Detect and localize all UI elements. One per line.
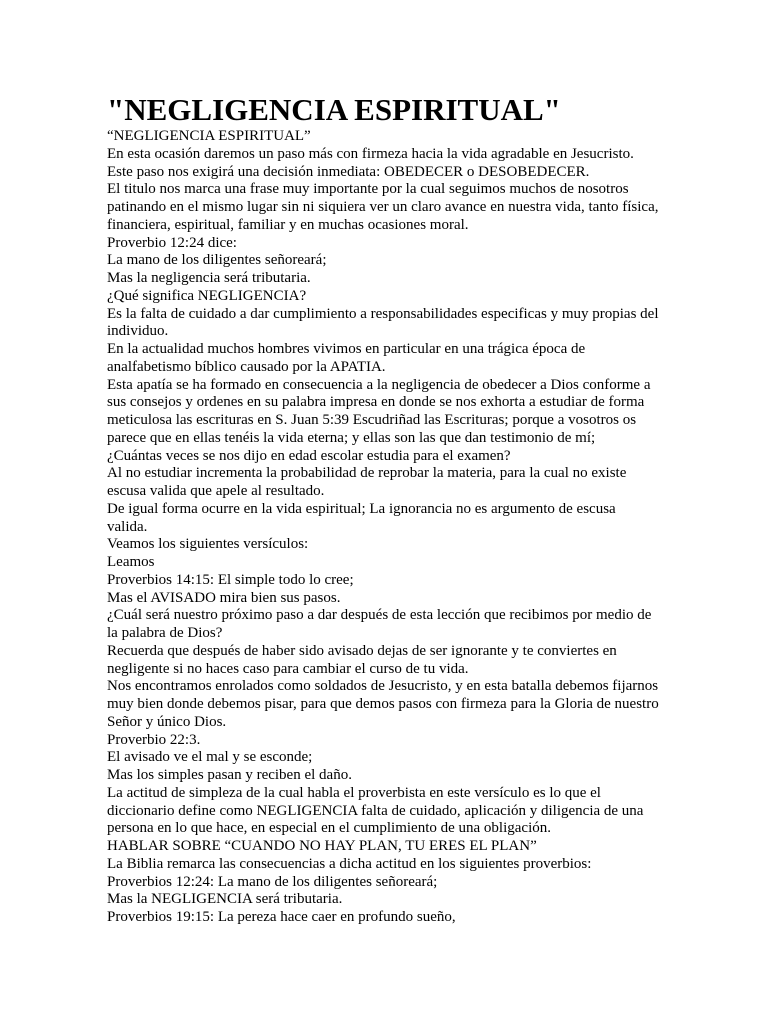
text-line: Veamos los siguientes versículos:	[107, 536, 309, 553]
text-line: ¿Cuál será nuestro próximo paso a dar después de esta lección que recibimos por medio de	[107, 607, 652, 624]
text-line: ¿Qué significa NEGLIGENCIA?	[107, 287, 307, 304]
text-line: meticulosa las escrituras en S. Juan 5:39 Escudriñad las Escrituras; porque a vosotros os	[107, 412, 637, 428]
text-line: Mas la NEGLIGENCIA será tributaria.	[107, 891, 343, 908]
text-line: De igual forma ocurre en la vida espiritual; La ignorancia no es argumento de escusa	[107, 500, 616, 517]
text-line: La Biblia remarca las consecuencias a dicha actitud en los siguientes proverbios:	[107, 855, 592, 872]
text-line: Esta apatía se ha formado en consecuencia a la negligencia de obedecer a Dios conforme a	[107, 376, 651, 393]
text-line: “NEGLIGENCIA ESPIRITUAL”	[107, 128, 311, 144]
text-line: analfabetismo bíblico causado por la APATIA.	[107, 358, 386, 375]
document-title: "NEGLIGENCIA ESPIRITUAL"	[107, 92, 561, 127]
document-page	[107, 92, 667, 927]
text-line: patinando en el mismo lugar sin ni siquiera ver un claro avance en nuestra vida, tanto física,	[107, 199, 659, 215]
text-line: negligente si no haces caso para cambiar el curso de tu vida.	[107, 660, 469, 677]
text-line: En esta ocasión daremos un paso más con firmeza hacia la vida agradable en Jesucristo.	[107, 145, 634, 162]
text-line: Proverbios 19:15: La pereza hace caer en profundo sueño,	[107, 909, 456, 925]
text-line: persona en lo que hace, en especial en el cumplimiento de una obligación.	[107, 820, 552, 837]
text-line: Proverbios 14:15: El simple todo lo cree;	[107, 571, 354, 588]
document-body	[107, 128, 667, 927]
text-line: Este paso nos exigirá una decisión inmediata: OBEDECER o DESOBEDECER.	[107, 163, 590, 180]
text-line: parece que en ellas tenéis la vida eterna; y ellas son las que dan testimonio de mí;	[107, 429, 596, 446]
text-line: valida.	[107, 518, 148, 535]
text-line: diccionario define como NEGLIGENCIA falta de cuidado, aplicación y diligencia de una	[107, 802, 644, 819]
text-line: Mas la negligencia será tributaria.	[107, 270, 311, 286]
text-line: La actitud de simpleza de la cual habla el proverbista en este versículo es lo que el	[107, 784, 601, 801]
text-line: Señor y único Dios.	[107, 713, 227, 730]
text-line: Mas los simples pasan y reciben el daño.	[107, 767, 352, 783]
text-line: escusa valida que apele al resultado.	[107, 483, 325, 499]
text-line: Leamos	[107, 554, 155, 570]
text-line: Recuerda que después de haber sido avisado dejas de ser ignorante y te conviertes en	[107, 642, 617, 659]
text-line: Proverbio 12:24 dice:	[107, 234, 237, 251]
text-line: financiera, espiritual, familiar y en muchas ocasiones moral.	[107, 216, 469, 233]
text-line: Al no estudiar incrementa la probabilidad de reprobar la materia, para la cual no existe	[107, 465, 627, 482]
text-line: muy bien donde debemos pisar, para que demos pasos con firmeza para la Gloria de nuestro	[107, 696, 659, 712]
text-line: sus consejos y ordenes en su palabra impresa en donde se nos exhorta a estudiar de forma	[107, 394, 645, 411]
text-line: Proverbio 22:3.	[107, 731, 201, 748]
text-line: ¿Cuántas veces se nos dijo en edad escolar estudia para el examen?	[107, 447, 511, 464]
text-line: Mas el AVISADO mira bien sus pasos.	[107, 589, 341, 606]
text-line: Proverbios 12:24: La mano de los diligentes señoreará;	[107, 873, 438, 890]
text-line: Es la falta de cuidado a dar cumplimiento a responsabilidades especificas y muy propias del	[107, 305, 659, 322]
text-line: HABLAR SOBRE “CUANDO NO HAY PLAN, TU ERES EL PLAN”	[107, 838, 537, 854]
text-line: La mano de los diligentes señoreará;	[107, 252, 327, 269]
text-line: En la actualidad muchos hombres vivimos en particular en una trágica época de	[107, 341, 586, 357]
text-line: la palabra de Dios?	[107, 625, 223, 641]
text-line: El avisado ve el mal y se esconde;	[107, 749, 313, 766]
text-line: individuo.	[107, 323, 169, 340]
text-line: Nos encontramos enrolados como soldados de Jesucristo, y en esta batalla debemos fijarnos	[107, 678, 659, 695]
text-line: El titulo nos marca una frase muy importante por la cual seguimos muchos de nosotros	[107, 181, 629, 198]
